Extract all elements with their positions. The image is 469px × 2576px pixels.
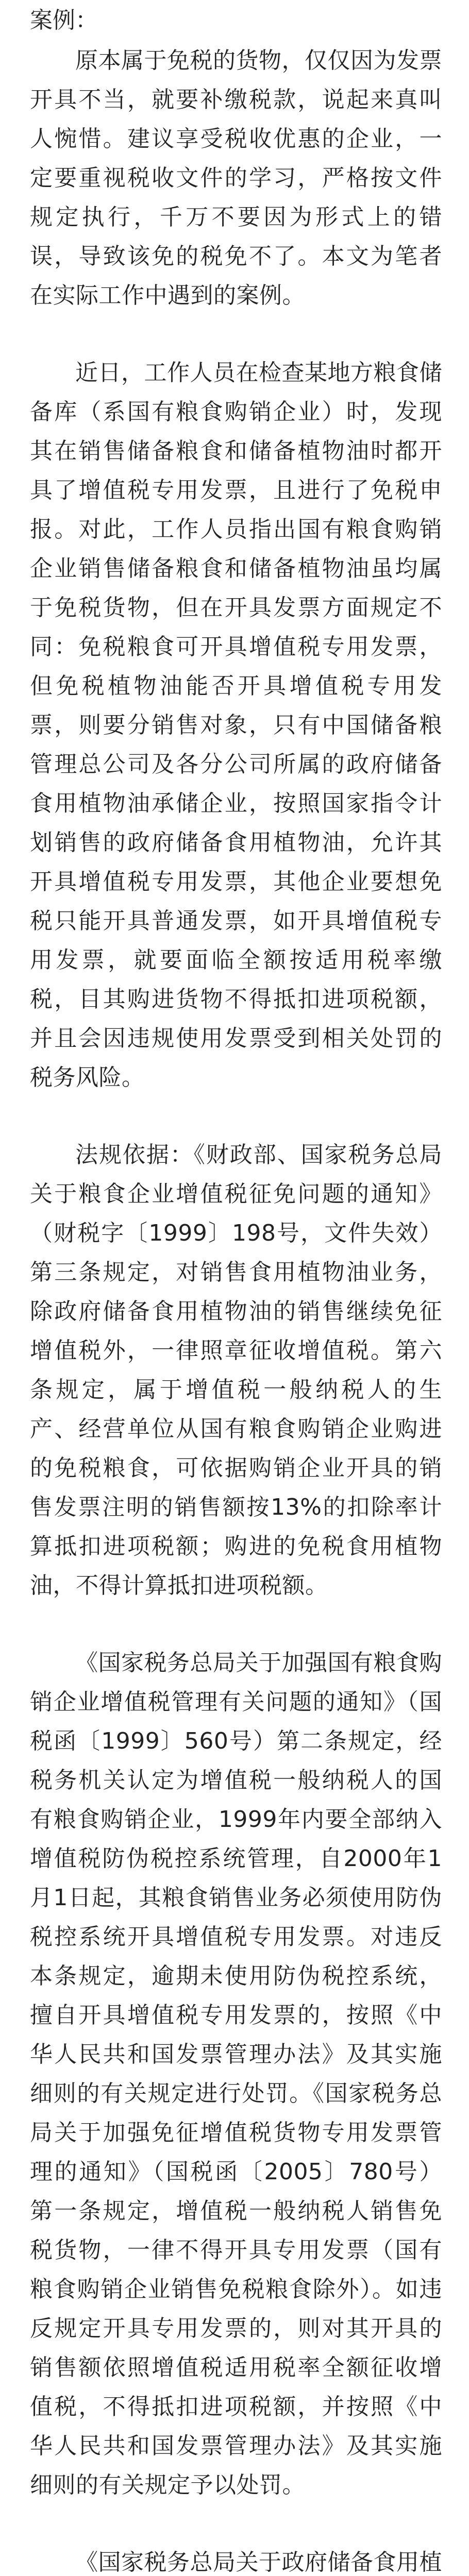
case-heading: 案例： — [30, 7, 98, 33]
article-body — [30, 0, 442, 2576]
paragraph-legal-basis: 法规依据：《财政部、国家税务总局关于粮食企业增值税征免问题的通知》（财税字〔1999〕198号，文件失效）第三条规定，对销售食用植物油业务，除政府储备食用植物油的销售继续免征增值税外，一律照章征收增值税。第六条规定，属于增值税一般纳税人的生产、经营单位从国有粮食购销企业购进的免税粮食，可依据购销企业开具的销售发票注明的销售额按13%的扣除率计算抵扣进项税额；购进的免税食用植物油，不得计算抵扣进项税额。 — [30, 1142, 442, 1599]
paragraph-intro: 原本属于免税的货物，仅仅因为发票开具不当，就要补缴税款，说起来真叫人惋惜。建议享受税收优惠的企业，一定要重视税收文件的学习，严格按文件规定执行，千万不要因为形式上的错误，导致该免的税免不了。本文为笔者在实际工作中遇到的案例。 — [30, 47, 442, 309]
paragraph-notice-560: 《国家税务总局关于加强国有粮食购销企业增值税管理有关问题的通知》（国税函〔1999〕560号）第二条规定，经税务机关认定为增值税一般纳税人的国有粮食购销企业，1999年内要全部纳入增值税防伪税控系统管理，自2000年1月1日起，其粮食销售业务必须使用防伪税控系统开具增值税专用发票。对违反本条规定，逾期未使用防伪税控系统，擅自开具增值税专用发票的，按照《中华人民共和国发票管理办法》及其实施细则的有关规定进行处罚。《国家税务总局关于加强免征增值税货物专用发票管理的通知》（国税函〔2005〕780号）第一条规定，增值税一般纳税人销售免税货物，一律不得开具专用发票（国有粮食购销企业销售免税粮食除外）。如违反规定开具专用发票的，则对其开具的销售额依照增值税适用税率全额征收增值税，不得抵扣进项税额，并按照《中华人民共和国发票管理办法》及其实施细则的有关规定予以处罚。 — [30, 1650, 442, 2498]
paragraph-notice-531: 《国家税务总局关于政府储备食用植 — [75, 2549, 442, 2575]
paragraph-case: 近日，工作人员在检查某地方粮食储备库（系国有粮食购销企业）时，发现其在销售储备粮食和储备植物油时都开具了增值税专用发票，且进行了免税申报。对此，工作人员指出国有粮食购销企业销售储备粮食和储备植物油虽均属于免税货物，但在开具发票方面规定不同：免税粮食可开具增值税专用发票，但免税植物油能否开具增值税专用发票，则要分销售对象，只有中国储备粮管理总公司及各分公司所属的政府储备食用植物油承储企业，按照国家指令计划销售的政府储备食用植物油，允许其开具增值税专用发票，其他企业要想免税只能开具普通发票，如开具增值税专用发票，就要面临全额按适用税率缴税，目其购进货物不得抵扣进项税额，并且会因违规使用发票受到相关处罚的税务风险。 — [30, 360, 442, 1091]
